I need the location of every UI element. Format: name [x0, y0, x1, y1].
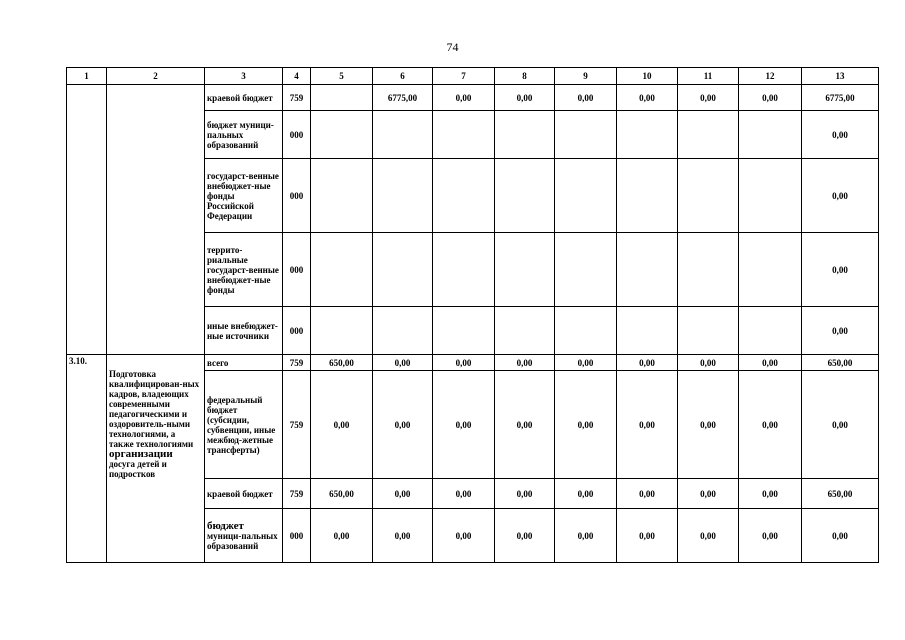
- item-number: 3.10.: [67, 355, 107, 563]
- amount-cell: [617, 159, 678, 233]
- amount-cell: [678, 307, 739, 355]
- amount-cell: 0,00: [495, 355, 555, 371]
- amount-cell: 0,00: [802, 111, 879, 159]
- amount-cell: [373, 233, 433, 307]
- header-cell: 9: [555, 68, 617, 85]
- item-name-text: Подготовка квалифицирован-ных кадров, владеющих современными педагогическими и оздоровитель-ными технологиями, а также технологиями: [109, 369, 200, 449]
- amount-cell: 0,00: [311, 371, 373, 479]
- amount-cell: 650,00: [802, 355, 879, 371]
- funding-source: бюджет муници-пальных образований: [205, 111, 283, 159]
- item-name-emphasis: организации: [109, 448, 173, 460]
- amount-cell: [433, 307, 495, 355]
- budget-code: 000: [283, 307, 311, 355]
- amount-cell: [678, 159, 739, 233]
- amount-cell: 0,00: [678, 479, 739, 509]
- amount-cell: 0,00: [433, 509, 495, 563]
- amount-cell: 0,00: [617, 371, 678, 479]
- amount-cell: [617, 233, 678, 307]
- amount-cell: 0,00: [739, 479, 802, 509]
- amount-cell: 0,00: [555, 509, 617, 563]
- amount-cell: [555, 111, 617, 159]
- header-cell: 13: [802, 68, 879, 85]
- amount-cell: 0,00: [433, 479, 495, 509]
- amount-cell: 0,00: [433, 355, 495, 371]
- budget-code: 759: [283, 371, 311, 479]
- amount-cell: 0,00: [678, 355, 739, 371]
- budget-code: 759: [283, 479, 311, 509]
- amount-cell: 650,00: [311, 479, 373, 509]
- amount-cell: 0,00: [555, 85, 617, 111]
- amount-cell: 0,00: [555, 479, 617, 509]
- budget-table: [66, 67, 879, 563]
- funding-source: краевой бюджет: [205, 85, 283, 111]
- amount-cell: [311, 307, 373, 355]
- amount-cell: [739, 233, 802, 307]
- amount-cell: 0,00: [495, 371, 555, 479]
- amount-cell: [617, 111, 678, 159]
- funding-source: террито-риальные государст-венные внебюджет-ные фонды: [205, 233, 283, 307]
- budget-code: 759: [283, 355, 311, 371]
- amount-cell: 0,00: [373, 355, 433, 371]
- amount-cell: 0,00: [802, 159, 879, 233]
- amount-cell: 650,00: [311, 355, 373, 371]
- funding-source: иные внебюджет-ные источники: [205, 307, 283, 355]
- amount-cell: [678, 111, 739, 159]
- amount-cell: 0,00: [739, 509, 802, 563]
- amount-cell: 0,00: [739, 85, 802, 111]
- amount-cell: [555, 307, 617, 355]
- amount-cell: 0,00: [311, 509, 373, 563]
- header-cell: 10: [617, 68, 678, 85]
- funding-source-text: всего: [207, 357, 229, 368]
- funding-source: [205, 479, 283, 509]
- amount-cell: 0,00: [617, 509, 678, 563]
- item-name-text: досуга детей и подростков: [109, 459, 167, 479]
- amount-cell: [495, 307, 555, 355]
- funding-source: [205, 371, 283, 479]
- budget-code: 000: [283, 233, 311, 307]
- header-cell: 7: [433, 68, 495, 85]
- amount-cell: 0,00: [678, 509, 739, 563]
- amount-cell: [495, 233, 555, 307]
- amount-cell: [433, 233, 495, 307]
- amount-cell: 0,00: [802, 307, 879, 355]
- amount-cell: [739, 111, 802, 159]
- budget-code: 000: [283, 159, 311, 233]
- amount-cell: [739, 159, 802, 233]
- amount-cell: [617, 307, 678, 355]
- page-number: 74: [446, 40, 459, 54]
- header-cell: 3: [205, 68, 283, 85]
- amount-cell: 0,00: [802, 371, 879, 479]
- amount-cell: 0,00: [555, 355, 617, 371]
- funding-source-text: муници-пальных образований: [207, 530, 278, 551]
- item-name-cell: [107, 355, 205, 563]
- amount-cell: 0,00: [495, 85, 555, 111]
- funding-source: государст-венные внебюджет-ные фонды Российской Федерации: [205, 159, 283, 233]
- header-cell: 4: [283, 68, 311, 85]
- amount-cell: 0,00: [617, 85, 678, 111]
- funding-source: [205, 509, 283, 563]
- amount-cell: [495, 111, 555, 159]
- item-name-cell: [107, 85, 205, 355]
- amount-cell: [373, 111, 433, 159]
- item-number-cell: [67, 85, 107, 355]
- budget-code: 000: [283, 509, 311, 563]
- funding-source-text: федеральный бюджет (субсидии, субвенции, иные межбюд-жетные трансферты): [207, 394, 276, 455]
- header-row: [67, 68, 879, 85]
- amount-cell: 0,00: [373, 509, 433, 563]
- amount-cell: [433, 111, 495, 159]
- amount-cell: 0,00: [433, 85, 495, 111]
- amount-cell: [311, 233, 373, 307]
- amount-cell: 0,00: [617, 479, 678, 509]
- amount-cell: [311, 159, 373, 233]
- amount-cell: [555, 233, 617, 307]
- budget-code: 000: [283, 111, 311, 159]
- table-row: [67, 85, 879, 111]
- amount-cell: [373, 159, 433, 233]
- header-cell: 11: [678, 68, 739, 85]
- amount-cell: [433, 159, 495, 233]
- amount-cell: 0,00: [373, 479, 433, 509]
- amount-cell: 0,00: [495, 509, 555, 563]
- amount-cell: 0,00: [802, 509, 879, 563]
- amount-cell: 0,00: [617, 355, 678, 371]
- amount-cell: [555, 159, 617, 233]
- funding-source: [205, 355, 283, 371]
- header-cell: 12: [739, 68, 802, 85]
- amount-cell: 0,00: [678, 85, 739, 111]
- amount-cell: 0,00: [739, 355, 802, 371]
- amount-cell: 0,00: [495, 479, 555, 509]
- amount-cell: 0,00: [555, 371, 617, 479]
- amount-cell: [311, 85, 373, 111]
- amount-cell: [678, 233, 739, 307]
- amount-cell: 6775,00: [802, 85, 879, 111]
- table-row: [67, 355, 879, 371]
- amount-cell: 650,00: [802, 479, 879, 509]
- header-cell: 5: [311, 68, 373, 85]
- header-cell: 1: [67, 68, 107, 85]
- amount-cell: 0,00: [739, 371, 802, 479]
- funding-source-text: краевой бюджет: [207, 488, 273, 499]
- budget-code: 759: [283, 85, 311, 111]
- amount-cell: [495, 159, 555, 233]
- header-cell: 8: [495, 68, 555, 85]
- amount-cell: 0,00: [433, 371, 495, 479]
- header-cell: 2: [107, 68, 205, 85]
- amount-cell: 0,00: [678, 371, 739, 479]
- amount-cell: [739, 307, 802, 355]
- funding-source-emphasis: бюджет: [207, 519, 244, 532]
- amount-cell: [311, 111, 373, 159]
- amount-cell: 0,00: [373, 371, 433, 479]
- amount-cell: [373, 307, 433, 355]
- header-cell: 6: [373, 68, 433, 85]
- amount-cell: 6775,00: [373, 85, 433, 111]
- amount-cell: 0,00: [802, 233, 879, 307]
